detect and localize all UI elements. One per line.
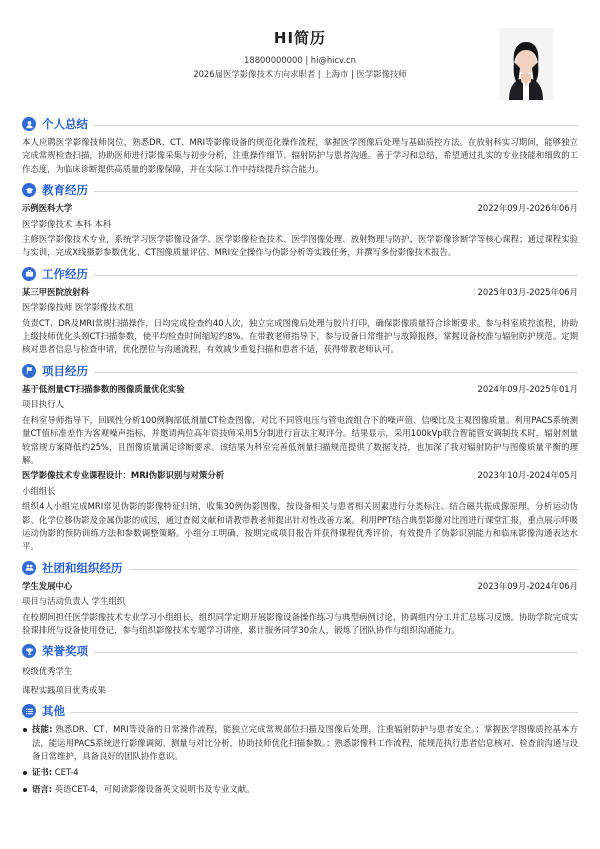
- summary-section: [22, 114, 578, 176]
- section-divider: [22, 372, 578, 373]
- awards-section: [22, 641, 578, 697]
- project-item: [22, 469, 578, 482]
- section-divider: [22, 712, 578, 713]
- list-item: [22, 766, 578, 779]
- candidate-name: HI简历: [273, 29, 327, 47]
- company-name: 某三甲医院放射科: [22, 286, 89, 297]
- work-description: 负责CT、DR及MRI常规扫描操作，日均完成检查约40人次，独立完成图像后处理与胶片打印，确保影像质量符合诊断要求。参与科室质控流程，协助上级技师优化头颈CT扫描参数，使平均检查时间缩短约8%。在带教老师指导下，参与设备日常维护与故障报修，掌握设备校准与辐射防护规范。定期核对患者信息与检查申请，优化摆位与沟通流程，有效减少重复扫描和患者不适，获得带教老师认可。: [22, 317, 578, 355]
- section-title-projects: 项目经历: [42, 363, 88, 378]
- award-item: 校级优秀学生: [22, 666, 73, 677]
- list-icon: [22, 704, 36, 718]
- award-item: 课程实践项目优秀成果: [22, 684, 106, 695]
- campus-date: 2023年09月-2024年06月: [477, 580, 578, 591]
- user-icon: [22, 117, 36, 131]
- flag-icon: [22, 364, 36, 378]
- group-icon: [22, 561, 36, 575]
- section-title-summary: 个人总结: [42, 117, 88, 131]
- list-item: [22, 723, 578, 763]
- section-header: [22, 361, 578, 381]
- resume-header: [22, 0, 578, 110]
- section-divider: [22, 275, 578, 276]
- skills-label: 技能:: [32, 724, 53, 735]
- campus-role: 项目与活动负责人 学生组织: [22, 596, 126, 607]
- section-divider: [22, 652, 578, 653]
- skills-text: 熟悉DR、CT、MRI等设备的日常操作流程，能独立完成常规部位扫描及图像后处理，注重辐射防护与患者安全。；掌握医学图像质控基本方法，能运用PACS系统进行影像调阅、测量与对比分析，协助技师优化扫描参数。；熟悉影像科工作流程，能规范执行患者信息核对、检查前沟通与设备日常维护，具备良好的团队协作意识。: [32, 724, 578, 761]
- certificate-text: CET-4: [54, 767, 79, 778]
- section-title-others: 其他: [42, 704, 65, 719]
- list-item: [22, 783, 578, 796]
- others-section: [22, 701, 578, 796]
- section-header: [22, 264, 578, 284]
- projects-section: [22, 361, 578, 554]
- project-description: 组织4人小组完成MRI常见伪影的影像特征归纳，收集30例伪影图像，按设备相关与患者相关因素进行分类标注。结合磁共振成像原理，分析运动伪影、化学位移伪影及金属伪影的成因，通过查阅文献和请教带教老师提出针对性改善方案。利用PPT结合典型影像对比图进行课堂汇报，重点展示呼吸运动伪影的预防训练方法和参数调整策略。小组分工明确，按期完成项目报告并获得课程优秀评价，有效提升了伪影识别能力和临床影像沟通表达水平。: [22, 501, 578, 552]
- work-section: [22, 264, 578, 357]
- project-role: 项目执行人: [22, 399, 64, 410]
- section-title-awards: 荣誉奖项: [42, 644, 88, 659]
- work-role: 医学影像技师 医学影像技术组: [22, 302, 134, 313]
- section-header: [22, 558, 578, 578]
- campus-description: 在校期间担任医学影像技术专业学习小组组长，组织同学定期开展影像设备操作练习与典型病例讨论，协调组内分工并汇总练习反馈。协助学院完成实验课排班与设备使用登记，参与组织影像技术专题学习讲座，累计服务同学30余人，锻炼了团队协作与组织沟通能力。: [22, 611, 578, 635]
- section-title-work: 工作经历: [42, 266, 88, 281]
- section-title-campus: 社团和组织经历: [42, 560, 123, 575]
- project-item: [22, 383, 578, 396]
- school-name: 示例医科大学: [22, 203, 73, 214]
- summary-text: 本人应聘医学影像技师岗位，熟悉DR、CT、MRI等影像设备的规范化操作流程，掌握医学图像后处理与基础质控方法。在放射科实习期间，能够独立完成常规检查扫描，协助医师进行影像采集与初步分析，注重操作细节、辐射防护与患者沟通。善于学习和总结，希望通过扎实的专业技能和细致的工作态度，为临床诊断提供高质量的影像保障，并在实际工作中持续提升综合能力。: [22, 137, 578, 174]
- project-date: 2023年10月-2024年05月: [477, 470, 578, 481]
- section-header: [22, 641, 578, 661]
- project-description: 在科室导师指导下，回顾性分析100例胸部低剂量CT检查图像，对比不同管电压与管电流组合下的噪声值、信噪比及主观图像质量。利用PACS系统测量CT值标准差作为客观噪声指标，并邀请两位高年资技师采用5分制进行盲法主观评分。结果显示，采用100kVp联合智能管安调制技术时，辐射剂量较常规方案降低约25%，且图像质量满足诊断要求。该结果为科室完善低剂量扫描规范提供了数据支持，也加深了我对辐射防护与图像质量平衡的理解。: [22, 414, 578, 465]
- campus-section: [22, 558, 578, 638]
- project-role: 小组组长: [22, 485, 56, 496]
- contact-info: 18800000000 | hi@hicv.cn: [244, 55, 356, 65]
- education-section: [22, 180, 578, 260]
- language-text: 英语CET-4，可阅读影像设备英文说明书及专业文献。: [54, 783, 255, 794]
- section-header: [22, 180, 578, 200]
- trophy-icon: [22, 644, 36, 658]
- certificate-label: 证书:: [32, 767, 53, 778]
- portrait-image: [499, 28, 553, 100]
- briefcase-icon: [22, 267, 36, 281]
- education-date: 2022年09月-2026年06月: [477, 203, 578, 214]
- profile-photo: [499, 28, 553, 100]
- job-intent: 2026届医学影像技术方向求职者 | 上海市 | 医学影像技师: [193, 69, 407, 79]
- graduation-cap-icon: [22, 183, 36, 197]
- project-date: 2024年09月-2025年01月: [477, 383, 578, 394]
- education-major: 医学影像技术 本科 本科: [22, 218, 112, 229]
- work-date: 2025年03月-2025年06月: [477, 286, 578, 297]
- language-label: 语言:: [32, 783, 53, 794]
- section-divider: [22, 191, 578, 192]
- section-header: [22, 114, 578, 134]
- section-divider: [22, 125, 578, 126]
- org-name: 学生发展中心: [22, 580, 73, 591]
- others-list: [22, 723, 578, 796]
- section-header: [22, 701, 578, 721]
- education-description: 主修医学影像技术专业，系统学习医学影像设备学、医学影像检查技术、医学图像处理、放射物理与防护、医学影像诊断学等核心课程；通过课程实验与实训，完成X线摄影参数优化、CT图像质量评估、MRI安全操作与伪影分析等实践任务，并撰写多份影像技术报告。: [22, 234, 578, 258]
- project-name: 医学影像技术专业课程设计：MRI伪影识别与对策分析: [22, 470, 225, 481]
- project-name: 基于低剂量CT扫描参数的图像质量优化实验: [22, 383, 185, 394]
- section-title-education: 教育经历: [42, 183, 88, 198]
